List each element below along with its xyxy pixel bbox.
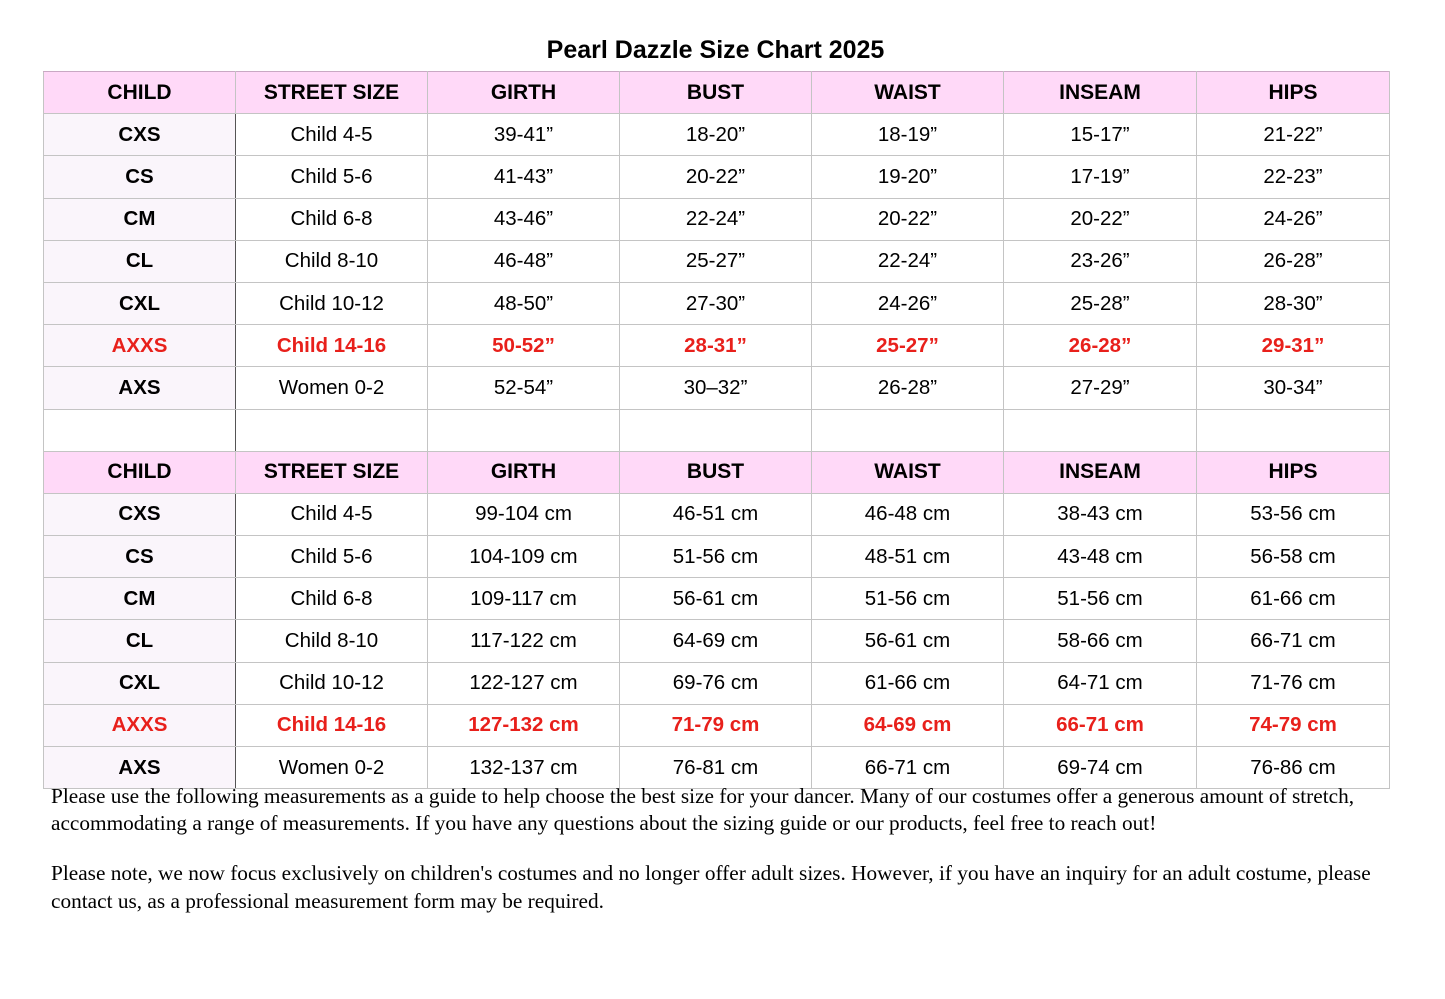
waist-cell: 64-69 cm — [812, 704, 1004, 746]
girth-cell: 50-52” — [428, 325, 620, 367]
table-row — [44, 367, 1390, 409]
girth-cell: 132-137 cm — [428, 747, 620, 789]
girth-cell: 48-50” — [428, 282, 620, 324]
bust-cell: 28-31” — [620, 325, 812, 367]
adult-sizes-note-paragraph: Please note, we now focus exclusively on children's costumes and no longer offer adult sizes. However, if you have an inquiry for an adult costume, please contact us, as a professional measurement form may be required. — [51, 861, 1371, 913]
girth-cell: 99-104 cm — [428, 493, 620, 535]
inch-table-header-row — [44, 72, 1390, 114]
header-cell-girth: GIRTH — [428, 451, 620, 493]
street-size-cell: Child 10-12 — [236, 662, 428, 704]
waist-cell: 46-48 cm — [812, 493, 1004, 535]
street-size-cell: Child 10-12 — [236, 282, 428, 324]
table-row — [44, 198, 1390, 240]
bust-cell: 18-20” — [620, 114, 812, 156]
header-cell-inseam: INSEAM — [1004, 72, 1197, 114]
hips-cell: 21-22” — [1197, 114, 1390, 156]
inseam-cell: 51-56 cm — [1004, 578, 1197, 620]
size-code-cell: CM — [44, 198, 236, 240]
inseam-cell: 15-17” — [1004, 114, 1197, 156]
bust-cell: 25-27” — [620, 240, 812, 282]
inseam-cell: 64-71 cm — [1004, 662, 1197, 704]
bust-cell: 27-30” — [620, 282, 812, 324]
cm-table-header-row — [44, 451, 1390, 493]
table-row — [44, 493, 1390, 535]
spacer-cell — [812, 409, 1004, 451]
inseam-cell: 43-48 cm — [1004, 536, 1197, 578]
size-code-cell: AXXS — [44, 325, 236, 367]
waist-cell: 48-51 cm — [812, 536, 1004, 578]
girth-cell: 41-43” — [428, 156, 620, 198]
bust-cell: 71-79 cm — [620, 704, 812, 746]
waist-cell: 61-66 cm — [812, 662, 1004, 704]
spacer-cell — [44, 409, 236, 451]
street-size-cell: Child 4-5 — [236, 493, 428, 535]
header-cell-bust: BUST — [620, 451, 812, 493]
table-row — [44, 156, 1390, 198]
girth-cell: 117-122 cm — [428, 620, 620, 662]
hips-cell: 53-56 cm — [1197, 493, 1390, 535]
table-row — [44, 114, 1390, 156]
street-size-cell: Child 5-6 — [236, 156, 428, 198]
table-row — [44, 282, 1390, 324]
inseam-cell: 66-71 cm — [1004, 704, 1197, 746]
hips-cell: 74-79 cm — [1197, 704, 1390, 746]
size-code-cell: CXL — [44, 662, 236, 704]
girth-cell: 52-54” — [428, 367, 620, 409]
spacer-cell — [428, 409, 620, 451]
hips-cell: 26-28” — [1197, 240, 1390, 282]
bust-cell: 20-22” — [620, 156, 812, 198]
size-chart-table — [43, 71, 1390, 789]
header-cell-hips: HIPS — [1197, 451, 1390, 493]
girth-cell: 46-48” — [428, 240, 620, 282]
inseam-cell: 27-29” — [1004, 367, 1197, 409]
sizing-note-paragraph: Please use the following measurements as a guide to help choose the best size for your dancer. Many of our costumes offer a generous amount of stretch, accommodating a range of measurements. If you have any questions about the sizing guide or our products, feel free to reach out! — [51, 784, 1355, 836]
waist-cell: 20-22” — [812, 198, 1004, 240]
street-size-cell: Child 6-8 — [236, 578, 428, 620]
sizing-notes — [51, 783, 1381, 938]
street-size-cell: Women 0-2 — [236, 367, 428, 409]
page-title: Pearl Dazzle Size Chart 2025 — [546, 36, 885, 64]
size-code-cell: CXS — [44, 114, 236, 156]
header-cell-girth: GIRTH — [428, 72, 620, 114]
spacer-cell — [1197, 409, 1390, 451]
girth-cell: 109-117 cm — [428, 578, 620, 620]
waist-cell: 19-20” — [812, 156, 1004, 198]
inseam-cell: 69-74 cm — [1004, 747, 1197, 789]
waist-cell: 22-24” — [812, 240, 1004, 282]
bust-cell: 46-51 cm — [620, 493, 812, 535]
waist-cell: 51-56 cm — [812, 578, 1004, 620]
inseam-cell: 17-19” — [1004, 156, 1197, 198]
table-row-highlighted — [44, 704, 1390, 746]
hips-cell: 29-31” — [1197, 325, 1390, 367]
size-code-cell: AXS — [44, 747, 236, 789]
size-code-cell: CM — [44, 578, 236, 620]
header-cell-child: CHILD — [44, 72, 236, 114]
size-code-cell: AXXS — [44, 704, 236, 746]
girth-cell: 122-127 cm — [428, 662, 620, 704]
bust-cell: 56-61 cm — [620, 578, 812, 620]
waist-cell: 18-19” — [812, 114, 1004, 156]
hips-cell: 56-58 cm — [1197, 536, 1390, 578]
table-row-highlighted — [44, 325, 1390, 367]
hips-cell: 71-76 cm — [1197, 662, 1390, 704]
hips-cell: 24-26” — [1197, 198, 1390, 240]
size-code-cell: CS — [44, 536, 236, 578]
hips-cell: 66-71 cm — [1197, 620, 1390, 662]
spacer-cell — [1004, 409, 1197, 451]
waist-cell: 26-28” — [812, 367, 1004, 409]
header-cell-inseam: INSEAM — [1004, 451, 1197, 493]
street-size-cell: Child 14-16 — [236, 325, 428, 367]
header-cell-child: CHILD — [44, 451, 236, 493]
spacer-cell — [620, 409, 812, 451]
inseam-cell: 25-28” — [1004, 282, 1197, 324]
header-cell-waist: WAIST — [812, 72, 1004, 114]
inseam-cell: 58-66 cm — [1004, 620, 1197, 662]
street-size-cell: Child 8-10 — [236, 240, 428, 282]
size-code-cell: CXL — [44, 282, 236, 324]
bust-cell: 22-24” — [620, 198, 812, 240]
hips-cell: 30-34” — [1197, 367, 1390, 409]
inseam-cell: 26-28” — [1004, 325, 1197, 367]
waist-cell: 56-61 cm — [812, 620, 1004, 662]
header-cell-hips: HIPS — [1197, 72, 1390, 114]
waist-cell: 66-71 cm — [812, 747, 1004, 789]
spacer-cell — [236, 409, 428, 451]
street-size-cell: Women 0-2 — [236, 747, 428, 789]
waist-cell: 25-27” — [812, 325, 1004, 367]
hips-cell: 61-66 cm — [1197, 578, 1390, 620]
waist-cell: 24-26” — [812, 282, 1004, 324]
spacer-row — [44, 409, 1390, 451]
bust-cell: 64-69 cm — [620, 620, 812, 662]
inseam-cell: 23-26” — [1004, 240, 1197, 282]
inseam-cell: 20-22” — [1004, 198, 1197, 240]
size-code-cell: AXS — [44, 367, 236, 409]
header-cell-bust: BUST — [620, 72, 812, 114]
street-size-cell: Child 4-5 — [236, 114, 428, 156]
table-row — [44, 662, 1390, 704]
table-row — [44, 240, 1390, 282]
girth-cell: 39-41” — [428, 114, 620, 156]
bust-cell: 76-81 cm — [620, 747, 812, 789]
girth-cell: 43-46” — [428, 198, 620, 240]
street-size-cell: Child 8-10 — [236, 620, 428, 662]
table-row — [44, 620, 1390, 662]
hips-cell: 76-86 cm — [1197, 747, 1390, 789]
girth-cell: 127-132 cm — [428, 704, 620, 746]
hips-cell: 28-30” — [1197, 282, 1390, 324]
header-cell-street-size: STREET SIZE — [236, 451, 428, 493]
table-row — [44, 578, 1390, 620]
size-code-cell: CS — [44, 156, 236, 198]
table-row — [44, 536, 1390, 578]
street-size-cell: Child 6-8 — [236, 198, 428, 240]
header-cell-street-size: STREET SIZE — [236, 72, 428, 114]
street-size-cell: Child 5-6 — [236, 536, 428, 578]
inseam-cell: 38-43 cm — [1004, 493, 1197, 535]
bust-cell: 51-56 cm — [620, 536, 812, 578]
size-code-cell: CXS — [44, 493, 236, 535]
size-code-cell: CL — [44, 240, 236, 282]
street-size-cell: Child 14-16 — [236, 704, 428, 746]
hips-cell: 22-23” — [1197, 156, 1390, 198]
bust-cell: 30–32” — [620, 367, 812, 409]
size-code-cell: CL — [44, 620, 236, 662]
bust-cell: 69-76 cm — [620, 662, 812, 704]
girth-cell: 104-109 cm — [428, 536, 620, 578]
header-cell-waist: WAIST — [812, 451, 1004, 493]
